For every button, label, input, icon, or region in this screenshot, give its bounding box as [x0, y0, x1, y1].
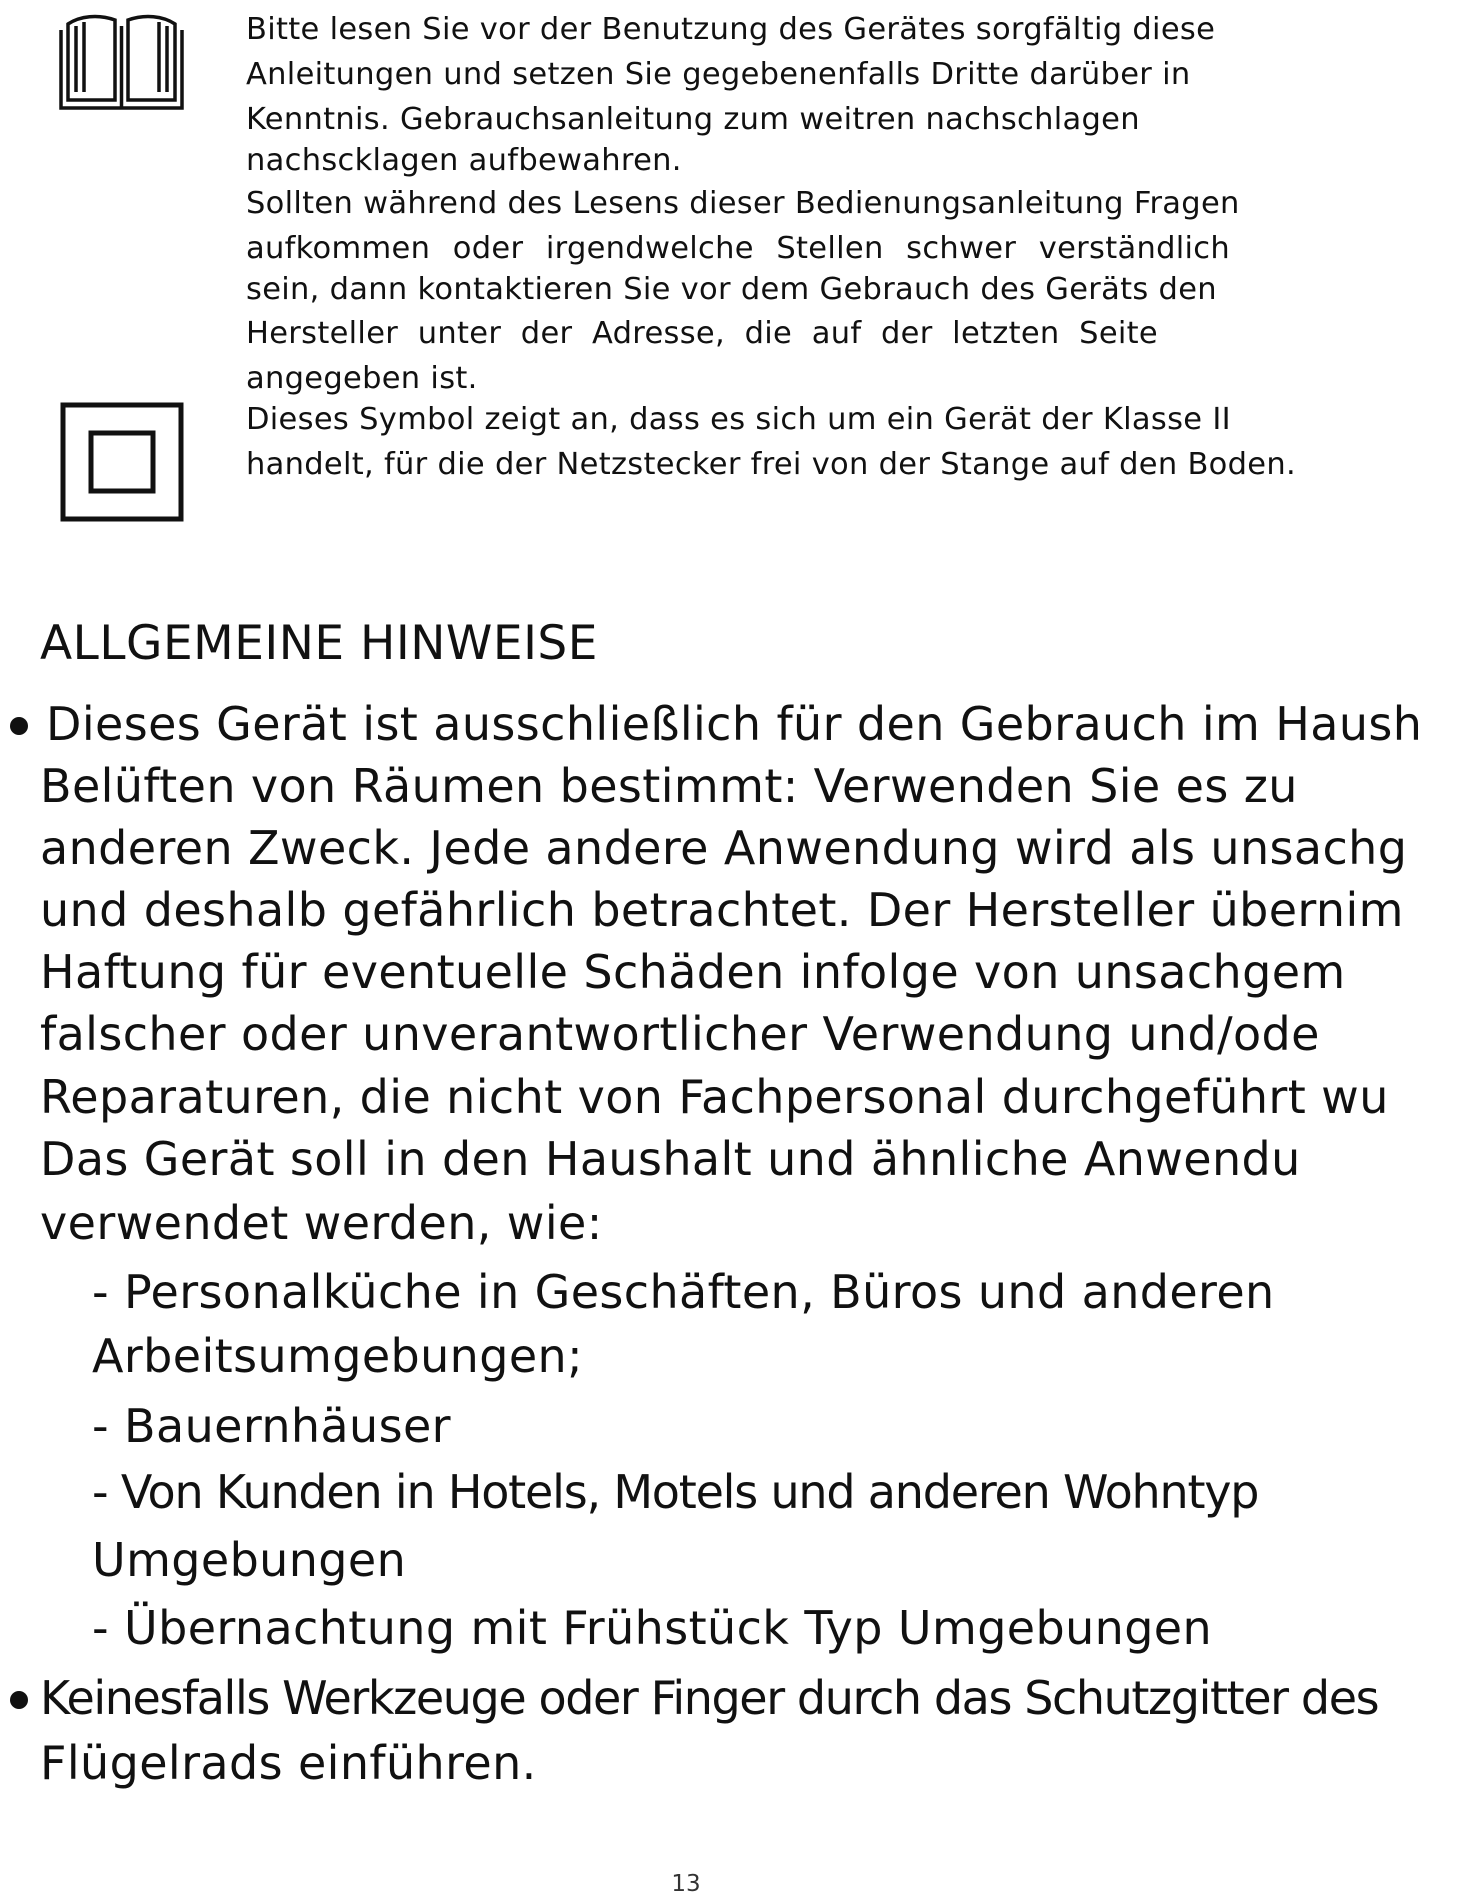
section-heading: ALLGEMEINE HINWEISE	[40, 616, 598, 671]
intro-line: nachscklagen aufbewahren.	[246, 143, 682, 178]
intro-line: Sollten während des Lesens dieser Bedienungsanleitung Fragen	[246, 186, 1240, 221]
intro-line: handelt, für die der Netzstecker frei von der Stange auf den Boden.	[246, 447, 1296, 482]
bullet-icon	[10, 1691, 28, 1709]
double-square-icon	[60, 402, 184, 522]
body-line: Belüften von Räumen bestimmt: Verwenden Sie es zu	[40, 759, 1298, 813]
sub-item-line: - Von Kunden in Hotels, Motels und anderen Wohntyp	[92, 1465, 1259, 1519]
intro-line: Anleitungen und setzen Sie gegebenenfalls Dritte darüber in	[246, 57, 1191, 92]
body-line: Flügelrads einführen.	[40, 1736, 537, 1790]
body-line: und deshalb gefährlich betrachtet. Der Hersteller übernim	[40, 883, 1404, 937]
intro-line: sein, dann kontaktieren Sie vor dem Gebrauch des Geräts den	[246, 272, 1217, 307]
body-line: Reparaturen, die nicht von Fachpersonal durchgeführt wu	[40, 1070, 1389, 1124]
sub-item-line: - Personalküche in Geschäften, Büros und anderen	[92, 1265, 1275, 1319]
body-line: Haftung für eventuelle Schäden infolge von unsachgem	[40, 945, 1346, 999]
page-number: 13	[671, 1871, 701, 1897]
intro-line: aufkommen oder irgendwelche Stellen schwer verständlich	[246, 231, 1230, 266]
intro-line: Hersteller unter der Adresse, die auf der letzten Seite	[246, 316, 1158, 351]
sub-item-line: Umgebungen	[92, 1533, 407, 1587]
sub-item-line: - Bauernhäuser	[92, 1399, 451, 1453]
intro-line: Bitte lesen Sie vor der Benutzung des Gerätes sorgfältig diese	[246, 12, 1216, 47]
body-line: Das Gerät soll in den Haushalt und ähnliche Anwendu	[40, 1132, 1301, 1186]
intro-line: angegeben ist.	[246, 361, 478, 396]
sub-item-line: Arbeitsumgebungen;	[92, 1329, 583, 1383]
body-line: anderen Zweck. Jede andere Anwendung wird als unsachg	[40, 821, 1408, 875]
body-line: Dieses Gerät ist ausschließlich für den Gebrauch im Haush	[46, 697, 1423, 751]
intro-line: Kenntnis. Gebrauchsanleitung zum weitren nachschlagen	[246, 102, 1140, 137]
book-icon	[58, 12, 185, 112]
body-line: Keinesfalls Werkzeuge oder Finger durch das Schutzgitter des	[40, 1671, 1379, 1725]
sub-item-line: - Übernachtung mit Frühstück Typ Umgebungen	[92, 1601, 1213, 1655]
bullet-icon	[10, 717, 28, 735]
body-line: falscher oder unverantwortlicher Verwendung und/ode	[40, 1007, 1320, 1061]
body-line: verwendet werden, wie:	[40, 1196, 603, 1250]
intro-line: Dieses Symbol zeigt an, dass es sich um ein Gerät der Klasse II	[246, 402, 1231, 437]
